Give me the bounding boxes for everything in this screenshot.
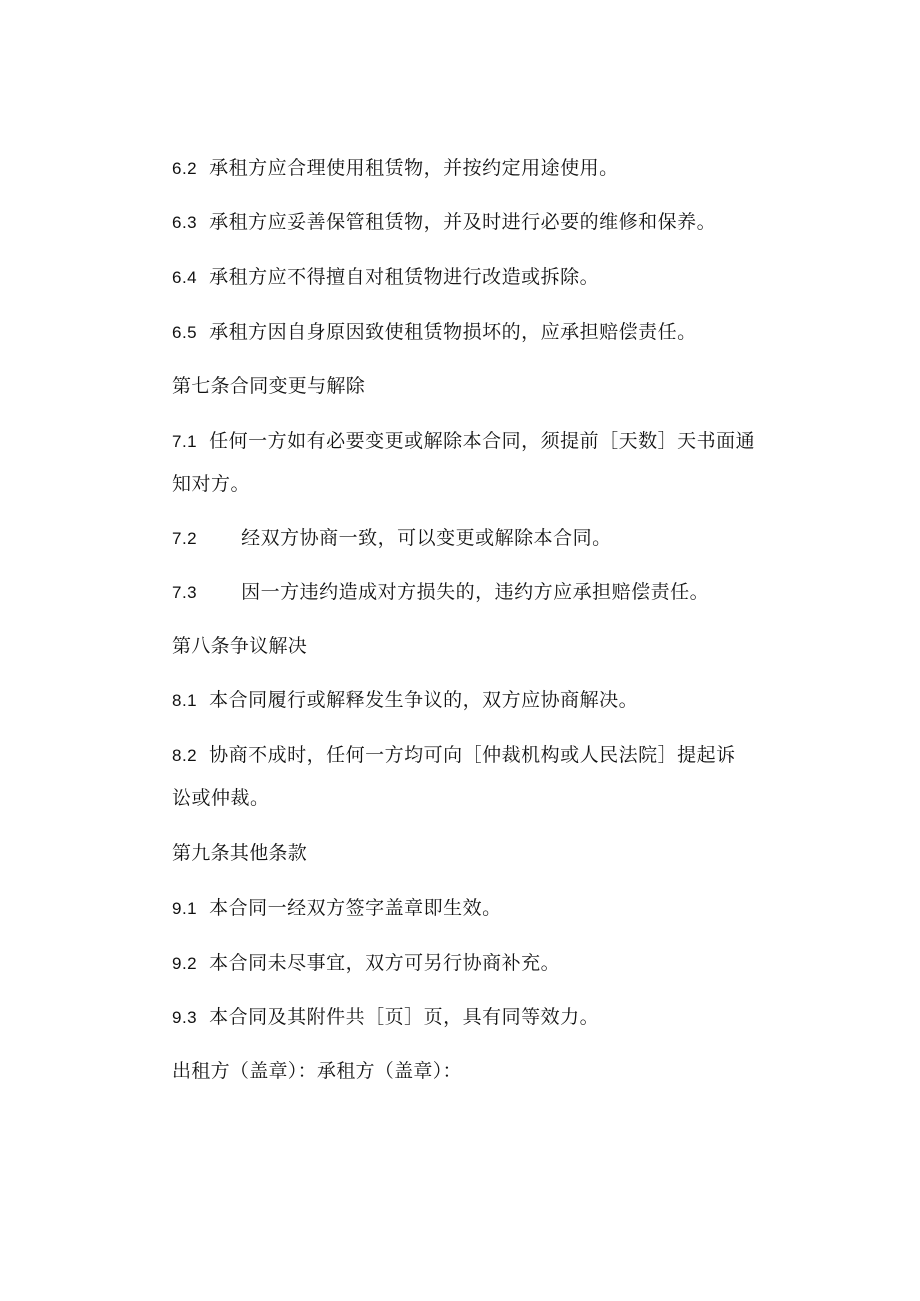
clause-8-1: [172, 688, 782, 713]
clause-6-3: [172, 210, 782, 235]
clause-number: 7.2: [172, 529, 198, 548]
clause-text: 承租方因自身原因致使租赁物损坏的，应承担赔偿责任。: [209, 321, 697, 343]
clause-number: 8.2: [172, 746, 198, 765]
article-9-heading: 第九条其他条款: [172, 842, 308, 864]
clause-number: 6.5: [172, 323, 198, 342]
clause-text: 本合同未尽事宜，双方可另行协商补充。: [209, 952, 561, 974]
clause-text: 本合同及其附件共［页］页，具有同等效力。: [209, 1006, 600, 1028]
clause-text-line1: 协商不成时，任何一方均可向［仲裁机构或人民法院］提起诉: [209, 744, 736, 766]
clause-9-3: [172, 1005, 782, 1030]
clause-number: 7.3: [172, 583, 198, 602]
clause-number: 6.3: [172, 213, 198, 232]
clause-number: 8.1: [172, 691, 198, 710]
clause-text: 承租方应合理使用租赁物，并按约定用途使用。: [209, 157, 619, 179]
clause-8-2: [172, 743, 782, 768]
clause-text: 承租方应妥善保管租赁物，并及时进行必要的维修和保养。: [209, 211, 717, 233]
clause-6-2: [172, 156, 782, 181]
clause-text-line1: 任何一方如有必要变更或解除本合同，须提前［天数］天书面通: [209, 430, 756, 452]
clause-number: 9.2: [172, 954, 198, 973]
clause-6-5: [172, 320, 782, 345]
clause-text: 本合同履行或解释发生争议的，双方应协商解决。: [209, 689, 639, 711]
article-8-heading: 第八条争议解决: [172, 635, 308, 657]
signature-line: 出租方（盖章）：承租方（盖章）：: [172, 1060, 462, 1082]
clause-6-4: [172, 265, 782, 290]
clause-number: 7.1: [172, 432, 198, 451]
clause-text: 本合同一经双方签字盖章即生效。: [209, 897, 502, 919]
clause-8-2-continuation: 讼或仲裁。: [172, 787, 270, 809]
clause-number: 6.4: [172, 268, 198, 287]
clause-9-1: [172, 896, 782, 921]
clause-text: 因一方违约造成对方损失的，违约方应承担赔偿责任。: [241, 581, 710, 603]
clause-7-1: [172, 429, 782, 454]
clause-number: 9.1: [172, 899, 198, 918]
clause-number: 9.3: [172, 1008, 198, 1027]
article-7-heading: 第七条合同变更与解除: [172, 375, 366, 397]
clause-text: 经双方协商一致，可以变更或解除本合同。: [241, 527, 612, 549]
clause-9-2: [172, 951, 782, 976]
clause-text: 承租方应不得擅自对租赁物进行改造或拆除。: [209, 266, 600, 288]
clause-7-2: [172, 526, 782, 551]
clause-7-1-continuation: 知对方。: [172, 473, 251, 495]
clause-number: 6.2: [172, 159, 198, 178]
clause-7-3: [172, 580, 782, 605]
